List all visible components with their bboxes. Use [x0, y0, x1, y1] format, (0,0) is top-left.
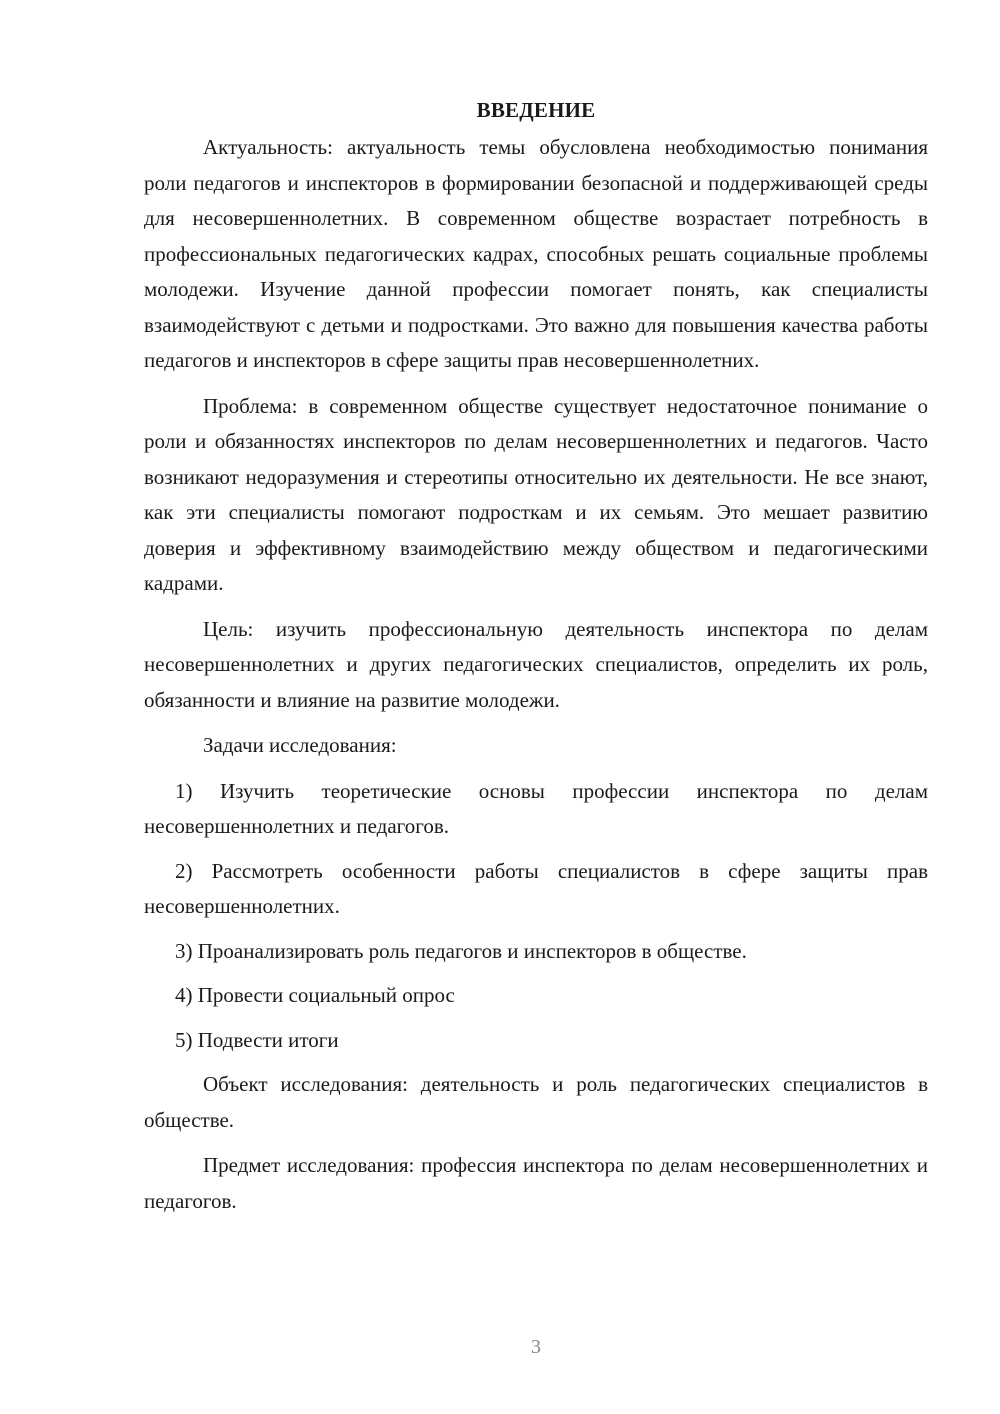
- object-paragraph: Объект исследования: деятельность и роль педагогических специалистов в обществе.: [144, 1072, 928, 1132]
- relevance-paragraph: Актуальность: актуальность темы обусловлена необходимостью понимания роли педагогов и инспекторов в формировании безопасной и поддерживающей среды для несовершеннолетних. В современном обществе возрастает потребность в профессиональных педагогических кадрах, способных решать социальные проблемы молодежи. Изучение данной профессии помогает понять, как специалисты взаимодействуют с детьми и подростками. Это важно для повышения качества работы педагогов и инспекторов в сфере защиты прав несовершеннолетних.: [144, 135, 928, 372]
- subject-paragraph: Предмет исследования: профессия инспектора по делам несовершеннолетних и педагогов.: [144, 1153, 928, 1213]
- task-item-3: 3) Проанализировать роль педагогов и инспекторов в обществе.: [175, 938, 747, 963]
- task-item-2: 2) Рассмотреть особенности работы специалистов в сфере защиты прав несовершеннолетних.: [144, 858, 928, 918]
- tasks-heading: Задачи исследования:: [203, 733, 397, 757]
- page-title: ВВЕДЕНИЕ: [476, 98, 596, 122]
- page-number: 3: [531, 1336, 541, 1358]
- document-page: [144, 92, 928, 1229]
- problem-paragraph: Проблема: в современном обществе существует недостаточное понимание о роли и обязанностях инспекторов по делам несовершеннолетних и педагогов. Часто возникают недоразумения и стереотипы относительно их деятельности. Не все знают, как эти специалисты помогают подросткам и их семьям. Это мешает развитию доверия и эффективному взаимодействию между обществом и педагогическими кадрами.: [144, 393, 928, 595]
- task-item-5: 5) Подвести итоги: [175, 1027, 339, 1052]
- task-item-4: 4) Провести социальный опрос: [175, 983, 455, 1007]
- task-item-1: 1) Изучить теоретические основы профессии инспектора по делам несовершеннолетних и педагогов.: [144, 778, 928, 838]
- goal-paragraph: Цель: изучить профессиональную деятельность инспектора по делам несовершеннолетних и других педагогических специалистов, определить их роль, обязанности и влияние на развитие молодежи.: [144, 616, 928, 712]
